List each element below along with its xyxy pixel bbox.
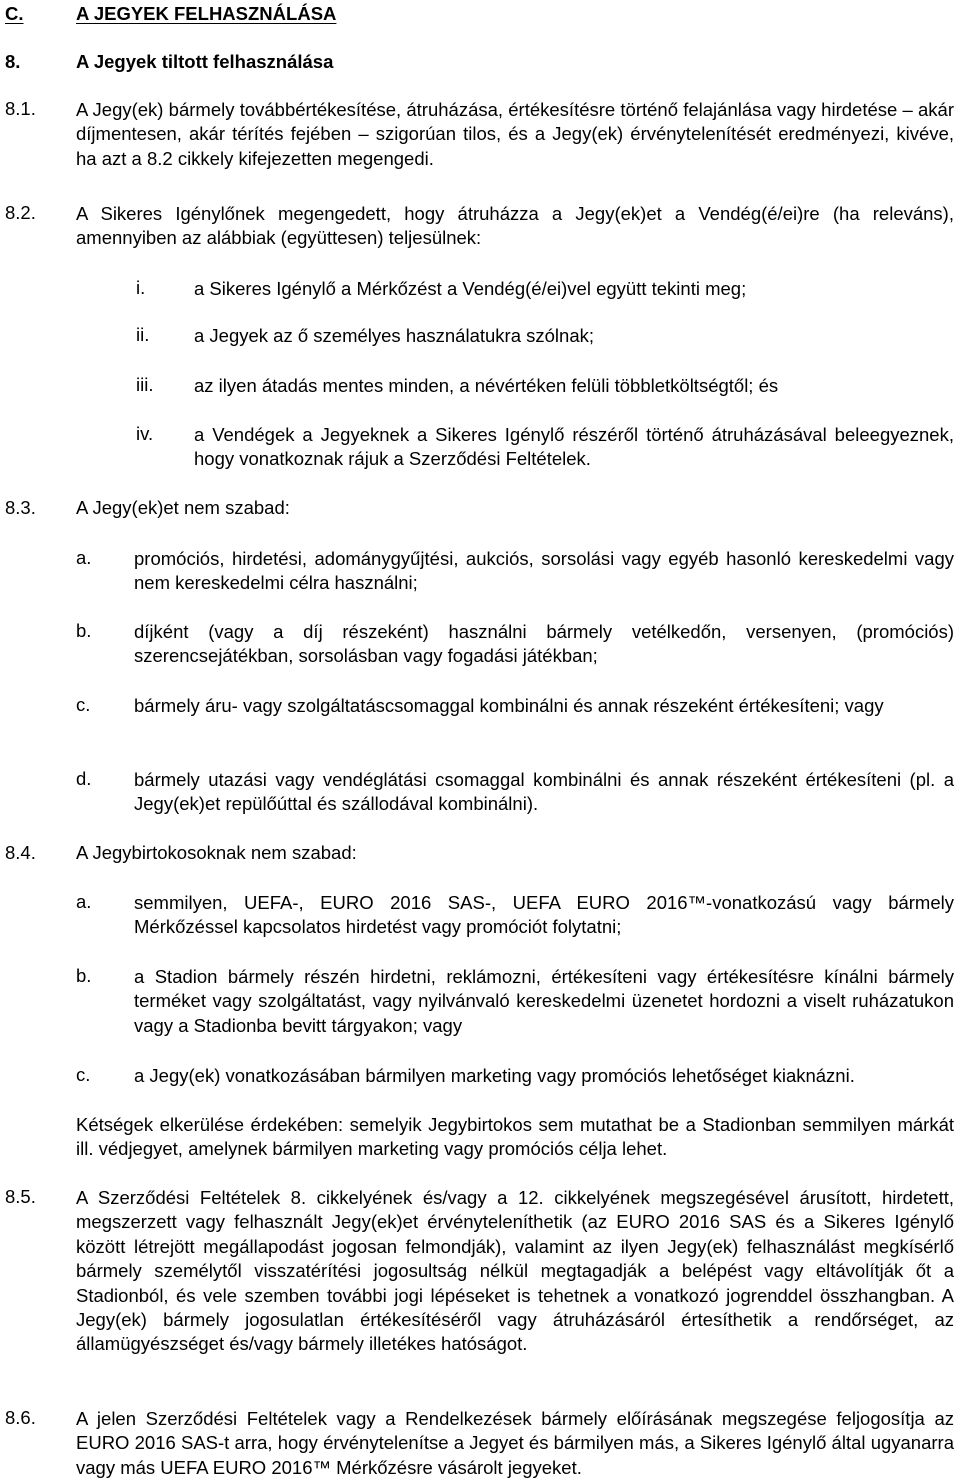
clause-number: 8.6. xyxy=(5,1407,36,1428)
clause-text: A Jegy(ek)et nem szabad: xyxy=(76,497,290,518)
list-marker: d. xyxy=(76,768,92,789)
clause-number: 8.3. xyxy=(5,497,36,518)
list-item: semmilyen, UEFA-, EURO 2016 SAS-, UEFA EURO 2016™-vonatkozású vagy bármely Mérkőzéssel kapcsolatos hirdetést vagy promóciót folytatni; xyxy=(134,892,954,938)
list-item: a Jegyek az ő személyes használatukra szólnak; xyxy=(194,325,595,346)
list-marker: a. xyxy=(76,547,92,568)
list-item: a Vendégek a Jegyeknek a Sikeres Igénylő részéről történő átruházásával beleegyeznek, hogy vonatkoznak rájuk a Szerződési Feltételek. xyxy=(194,424,954,470)
clause-text: A Jegy(ek) bármely továbbértékesítése, átruházása, értékesítésre történő felajánlása vagy hirdetése – akár díjmentesen, akár térítés fejében – szigorúan tilos, és a Jegy(ek) érvénytelenítését eredményezi, kivéve, ha azt a 8.2 cikkely kifejezetten megengedi. xyxy=(76,99,954,169)
section-number: C. xyxy=(5,3,24,24)
list-marker: a. xyxy=(76,891,92,912)
clarification-note: Kétségek elkerülése érdekében: semelyik Jegybirtokos sem mutathat be a Stadionban semmilyen márkát ill. védjegyet, amelynek bármilyen marketing vagy promóciós célja lehet. xyxy=(76,1114,954,1160)
list-marker: ii. xyxy=(136,324,150,345)
list-item: a Stadion bármely részén hirdetni, reklámozni, értékesíteni vagy értékesítésre kínálni bármely terméket vagy szolgáltatást, vagy nyilvánvaló kereskedelmi üzenetet hordozni a viselt ruházatukon vagy a Stadionba bevitt tárgyakon; vagy xyxy=(134,966,954,1036)
list-marker: iv. xyxy=(136,423,154,444)
list-marker: c. xyxy=(76,694,91,715)
list-item: díjként (vagy a díj részeként) használni bármely vetélkedőn, versenyen, (promóciós) szerencsejátékban, sorsolásban vagy fogadási játékban; xyxy=(134,621,954,667)
list-item: bármely utazási vagy vendéglátási csomaggal kombinálni és annak részeként értékesíteni (pl. a Jegy(ek)et repülőúttal és szállodával kombinálni). xyxy=(134,769,954,815)
clause-text: A Szerződési Feltételek 8. cikkelyének és/vagy a 12. cikkelyének megszegésével árusított, hirdetett, megszerzett vagy felhasznált Jegy(ek)et érvényteleníthetik (az EURO 2016 SAS és a Sikeres Igénylő között létrejött megállapodást jogosan felmondják), valamint az ilyen Jegy(ek) felhasználást megkísérlő bármely személytől visszatérítési jogosultság nélkül megtagadják a belépést vagy eltávolítják őt a Stadionból, és vele szemben további jogi lépéseket is tehetnek a vonatkozó jogrenddel összhangban. A Jegy(ek) bármely jogosulatlan értékesítéséről vagy átruházásáról értesíthetik a rendőrséget, az államügyészséget és/vagy bármely illetékes hatóságot. xyxy=(76,1187,954,1355)
list-item: promóciós, hirdetési, adománygyűjtési, aukciós, sorsolási vagy egyéb hasonló kereskedelmi vagy nem kereskedelmi célra használni; xyxy=(134,548,954,594)
list-marker: b. xyxy=(76,620,92,641)
list-marker: iii. xyxy=(136,374,154,395)
clause-text: A jelen Szerződési Feltételek vagy a Rendelkezések bármely előírásának megszegése feljogosítja az EURO 2016 SAS-t arra, hogy érvénytelenítse a Jegyet és bármilyen más, a Sikeres Igénylő által ugyanarra vagy más UEFA EURO 2016™ Mérkőzésre vásárolt jegyeket. xyxy=(76,1408,954,1478)
clause-number: 8.5. xyxy=(5,1186,36,1207)
clause-number: 8.4. xyxy=(5,842,36,863)
list-item: a Sikeres Igénylő a Mérkőzést a Vendég(é/ei)vel együtt tekinti meg; xyxy=(194,278,747,299)
list-marker: i. xyxy=(136,277,146,298)
list-item: az ilyen átadás mentes minden, a névértéken felüli többletköltségtől; és xyxy=(194,375,779,396)
chapter-number: 8. xyxy=(5,51,21,72)
section-title: A JEGYEK FELHASZNÁLÁSA xyxy=(76,3,337,24)
list-item: bármely áru- vagy szolgáltatáscsomaggal kombinálni és annak részeként értékesíteni; vagy xyxy=(134,695,884,716)
list-item: a Jegy(ek) vonatkozásában bármilyen marketing vagy promóciós lehetőséget kiaknázni. xyxy=(134,1065,855,1086)
list-marker: c. xyxy=(76,1064,91,1085)
clause-number: 8.1. xyxy=(5,98,36,119)
list-marker: b. xyxy=(76,965,92,986)
chapter-title: A Jegyek tiltott felhasználása xyxy=(76,51,334,72)
clause-text: A Jegybirtokosoknak nem szabad: xyxy=(76,842,357,863)
clause-number: 8.2. xyxy=(5,202,36,223)
clause-text: A Sikeres Igénylőnek megengedett, hogy átruházza a Jegy(ek)et a Vendég(é/ei)re (ha releváns), amennyiben az alábbiak (együttesen) teljesülnek: xyxy=(76,203,954,249)
